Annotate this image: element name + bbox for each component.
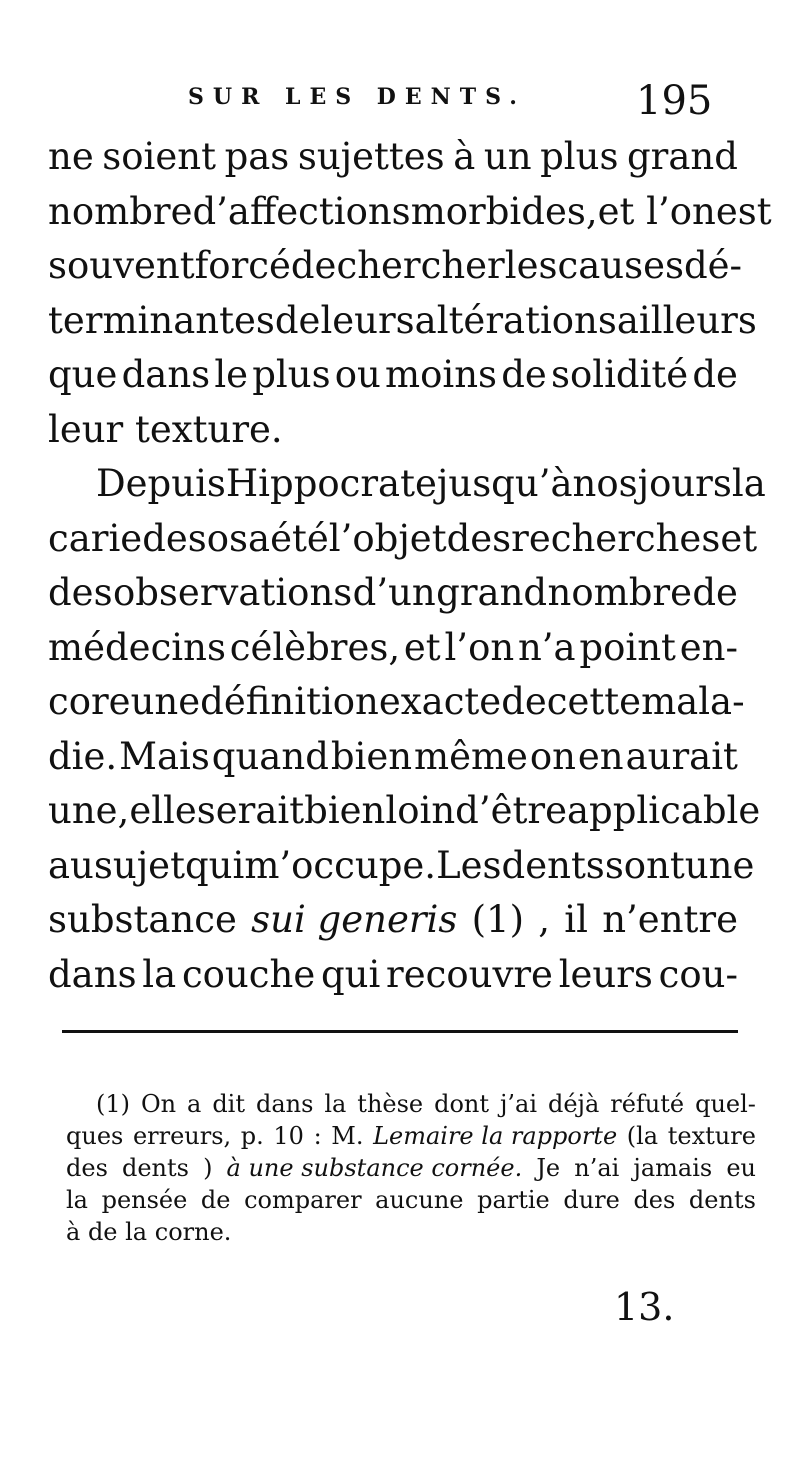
word: os: [206, 516, 249, 560]
footnote-word: eu: [726, 1154, 756, 1182]
text-line: [48, 566, 738, 621]
footnote-rule: [62, 1030, 738, 1033]
word: leur texture.: [48, 407, 283, 451]
footnote-word: M.: [331, 1122, 364, 1150]
word: à: [453, 135, 476, 178]
footnote-word: quel-: [695, 1090, 756, 1118]
word: leurs: [558, 952, 653, 996]
footnote-word: n’ai: [574, 1154, 620, 1182]
word: les: [504, 244, 558, 287]
footnote-word: dents: [688, 1186, 756, 1214]
word: des: [48, 571, 113, 614]
footnote-word: des: [66, 1154, 108, 1182]
text-line: [48, 403, 738, 458]
word: dans: [48, 952, 137, 996]
footnote-word: réfuté: [610, 1090, 685, 1118]
word: ailleurs: [616, 298, 757, 342]
footnote-word: pensée: [101, 1186, 188, 1214]
footnote: [66, 1088, 756, 1248]
footnote-word: (la: [626, 1122, 659, 1150]
word: Mais: [119, 734, 210, 778]
word: d’être: [455, 789, 567, 832]
word: mala-: [641, 680, 745, 723]
word: leurs: [320, 298, 415, 342]
footnote-word: jamais: [633, 1154, 713, 1182]
text-line: [48, 730, 738, 785]
footnote-word: a: [187, 1090, 202, 1118]
word: chercher: [336, 244, 505, 287]
word: recherches: [511, 516, 721, 560]
word: sont: [604, 843, 685, 887]
page-number: 195: [636, 78, 713, 124]
running-head: [0, 78, 800, 124]
word: morbides,: [410, 189, 598, 233]
text-line: [48, 457, 766, 512]
footnote-word: la: [324, 1090, 347, 1118]
footnote-word: la: [66, 1186, 88, 1214]
word: causes: [557, 244, 684, 287]
word: qui: [320, 952, 381, 996]
word: de: [501, 353, 547, 396]
word: terminantes: [48, 298, 275, 342]
word: d’un: [352, 571, 436, 614]
word: on: [529, 734, 576, 778]
word: couche: [181, 952, 316, 996]
word: pas: [224, 135, 290, 178]
word: sui generis: [251, 898, 458, 941]
word: jours: [637, 462, 732, 505]
word: altérations: [414, 298, 617, 342]
body-text: [48, 130, 772, 1002]
word: dents: [501, 843, 605, 887]
word: de: [290, 244, 337, 287]
word: médecins: [48, 625, 226, 669]
text-line: [48, 512, 758, 567]
word: d’affections: [192, 189, 411, 233]
word: l’on: [444, 625, 515, 669]
word: de: [274, 298, 321, 342]
word: célèbres,: [229, 625, 401, 669]
footnote-word: On: [140, 1090, 177, 1118]
word: exacte: [378, 680, 502, 723]
footnote-word: j’ai: [499, 1090, 538, 1118]
footnote-line: [66, 1216, 756, 1248]
word: grand: [436, 571, 548, 614]
footnote-word: Je: [536, 1154, 561, 1182]
word: des: [446, 516, 512, 560]
word: elle: [129, 789, 197, 832]
footnote-word: texture: [667, 1122, 756, 1150]
word: substance: [48, 898, 237, 941]
word: souvent: [48, 244, 195, 287]
footnote-word: p.: [240, 1122, 264, 1150]
footnote-line: [66, 1120, 756, 1152]
footnote-word: Lemaire la rapporte: [373, 1122, 618, 1150]
word: carie: [48, 516, 143, 560]
footnote-word: thèse: [357, 1090, 424, 1118]
word: jusqu’à: [436, 462, 573, 505]
word: n’a: [517, 625, 576, 669]
word: qui: [184, 843, 245, 887]
word: forcé: [194, 244, 291, 287]
word: observations: [112, 571, 353, 614]
word: sujettes: [297, 135, 445, 178]
word: le: [214, 353, 249, 396]
word: recouvre: [386, 952, 553, 996]
word: été: [270, 516, 329, 560]
footnote-word: déjà: [547, 1090, 600, 1118]
footnote-word: dents: [121, 1154, 189, 1182]
word: une,: [48, 789, 130, 832]
word: de: [692, 353, 738, 396]
footnote-word: (1): [96, 1090, 130, 1118]
footnote-word: à de la corne.: [66, 1218, 232, 1246]
footnote-word: ques: [66, 1122, 124, 1150]
word: ,: [538, 898, 551, 941]
word: moins: [385, 353, 498, 396]
word: ne: [48, 135, 94, 178]
text-line: [48, 784, 761, 839]
word: en: [577, 734, 624, 778]
text-line: [48, 239, 743, 294]
footnote-word: à une substance cornée.: [226, 1154, 523, 1182]
word: sujet: [93, 843, 185, 887]
word: core: [48, 680, 131, 723]
word: ou: [334, 353, 381, 396]
footnote-line: [66, 1184, 756, 1216]
word: que: [48, 353, 118, 396]
word: plus: [540, 135, 619, 178]
word: est: [715, 189, 772, 233]
word: de: [692, 571, 738, 614]
word: solidité: [550, 353, 689, 396]
text-line: [48, 893, 738, 948]
word: applicable: [566, 789, 761, 832]
word: nombre: [547, 571, 692, 614]
text-line: [48, 294, 757, 349]
footnote-word: dit: [212, 1090, 245, 1118]
text-line: [48, 348, 738, 403]
word: au: [48, 843, 94, 887]
word: point: [579, 625, 676, 669]
word: die.: [48, 734, 118, 778]
word: il: [564, 898, 588, 941]
word: l’objet: [328, 516, 447, 560]
word: une: [684, 843, 755, 887]
word: bien: [304, 789, 386, 832]
footnote-word: aucune: [375, 1186, 464, 1214]
word: en-: [679, 625, 738, 669]
word: soient: [102, 135, 216, 178]
text-line: [48, 185, 772, 240]
word: dans: [121, 353, 211, 396]
word: serait: [196, 789, 305, 832]
word: et l’on: [597, 189, 716, 233]
word: un: [483, 135, 532, 178]
text-line: [48, 130, 738, 185]
word: de: [501, 680, 547, 723]
footnote-line: [66, 1152, 756, 1184]
footnote-word: partie: [477, 1186, 550, 1214]
footnote-word: :: [313, 1122, 322, 1150]
footnote-word: des: [633, 1186, 676, 1214]
word: dé-: [683, 244, 743, 287]
word: une: [130, 680, 201, 723]
footnote-word: 10: [273, 1122, 304, 1150]
word: a: [248, 516, 271, 560]
footnote-word: erreurs,: [132, 1122, 232, 1150]
word: cette: [546, 680, 642, 723]
word: cou-: [658, 952, 738, 996]
word: plus: [252, 353, 331, 396]
running-title: SUR LES DENTS.: [188, 84, 526, 110]
word: Les: [436, 843, 502, 887]
word: des: [142, 516, 207, 560]
word: même: [413, 734, 528, 778]
text-line: [48, 839, 755, 894]
footnote-word: dont: [434, 1090, 489, 1118]
footnote-word: dans: [255, 1090, 314, 1118]
word: bien: [330, 734, 413, 778]
word: et: [403, 625, 441, 669]
footnote-line: [66, 1088, 756, 1120]
footnote-word: de: [200, 1186, 231, 1214]
word: loin: [385, 789, 456, 832]
word: Depuis: [96, 462, 226, 505]
word: nombre: [48, 189, 193, 233]
word: n’entre: [602, 898, 738, 941]
signature-mark: 13.: [614, 1285, 675, 1329]
footnote-word: ): [203, 1154, 213, 1182]
text-line: [48, 675, 745, 730]
text-line: [48, 621, 738, 676]
word: la: [731, 462, 766, 505]
word: la: [142, 952, 177, 996]
word: définition: [200, 680, 379, 723]
word: et: [720, 516, 758, 560]
word: nos: [572, 462, 638, 505]
text-line: [48, 948, 738, 1003]
word: Hippocrate: [225, 462, 437, 505]
word: m’occupe.: [244, 843, 437, 887]
word: quand: [211, 734, 329, 778]
word: aurait: [625, 734, 738, 778]
footnote-word: comparer: [244, 1186, 362, 1214]
footnote-word: dure: [563, 1186, 620, 1214]
word: grand: [627, 135, 738, 178]
word: (1): [471, 898, 525, 941]
